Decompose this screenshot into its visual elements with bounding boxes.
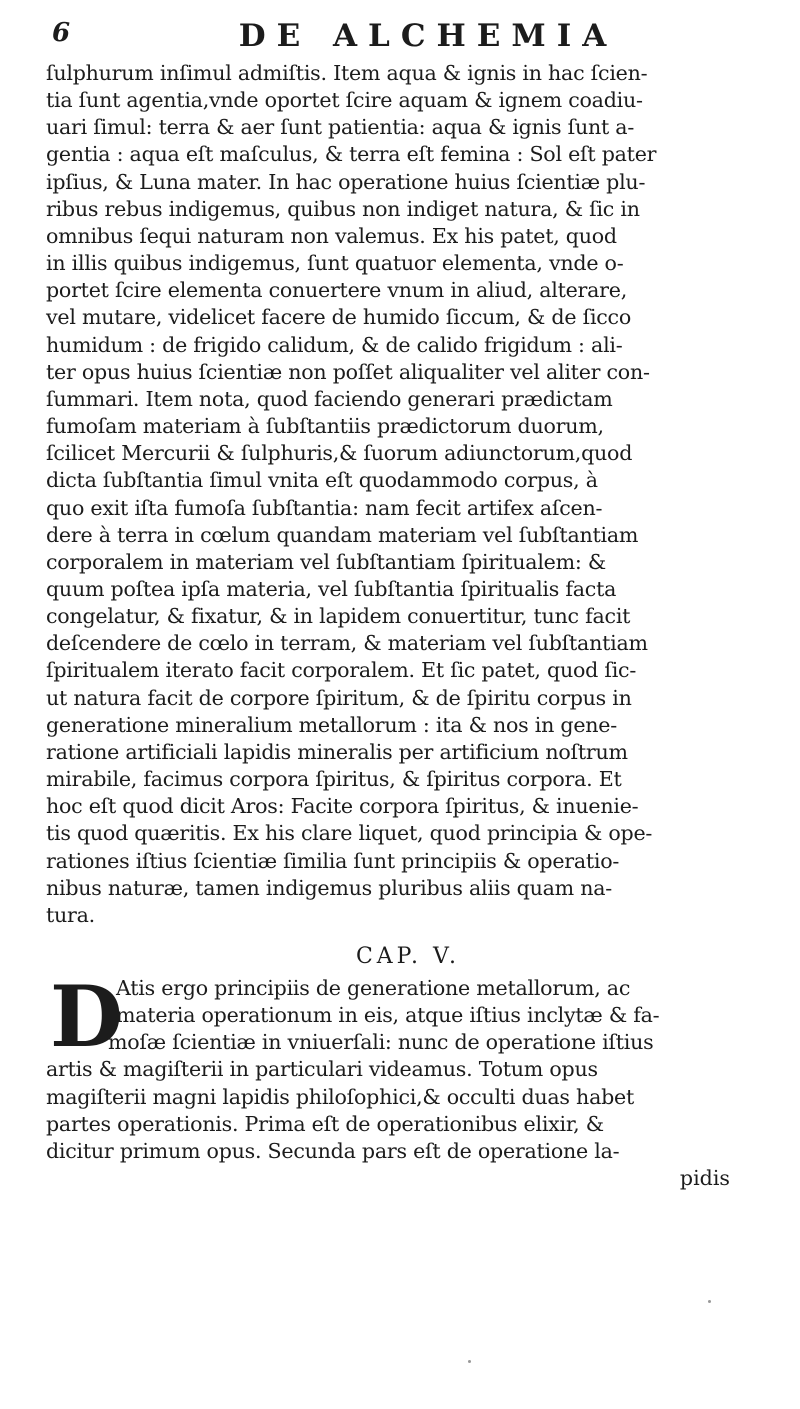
text-line: nibus naturæ, tamen indigemus pluribus aliis quam na- xyxy=(46,875,612,900)
page-header xyxy=(46,18,770,58)
running-title: DE ALCHEMIA xyxy=(238,18,618,54)
text-line: ſummari. Item nota, quod faciendo generari prædictam xyxy=(46,386,613,411)
text-line: vel mutare, videlicet facere de humido ſiccum, & de ſicco xyxy=(46,305,631,330)
chapter-paragraph xyxy=(46,967,770,1165)
text-line: fumoſam materiam à ſubſtantiis prædictorum duorum, xyxy=(46,414,604,439)
text-line: portet ſcire elementa conuertere vnum in aliud, alterare, xyxy=(46,278,627,303)
text-line: tia ſunt agentia,vnde oportet ſcire aquam & ignem coadiu- xyxy=(46,88,643,113)
text-line: ſpiritualem iterato facit corporalem. Et ſic patet, quod ſic- xyxy=(46,658,637,683)
catchword: pidis xyxy=(679,1166,730,1191)
text-line: Atis ergo principiis de generatione metallorum, ac xyxy=(116,976,631,1000)
text-line: artis & magiſterii in particulari videamus. Totum opus xyxy=(46,1057,598,1082)
text-line: moſæ ſcientiæ in vniuerſali: nunc de operatione iſtius xyxy=(108,1030,654,1055)
text-line: omnibus ſequi naturam non valemus. Ex his patet, quod xyxy=(46,223,617,248)
ink-fleck xyxy=(468,1360,471,1363)
text-line: humidum : de frigido calidum, & de calido frigidum : ali- xyxy=(46,332,623,357)
text-line: ut natura facit de corpore ſpiritum, & de ſpiritu corpus in xyxy=(46,685,632,710)
text-line: rationes iſtius ſcientiæ ſimilia ſunt principiis & operatio- xyxy=(46,848,620,873)
text-line: tura. xyxy=(46,902,95,927)
text-line: dicitur primum opus. Secunda pars eſt de operatione la- xyxy=(46,1138,620,1163)
page-number: 6 xyxy=(52,18,71,48)
text-line: uari ſimul: terra & aer ſunt patientia: aqua & ignis ſunt a- xyxy=(46,115,635,140)
text-line: ſcilicet Mercurii & ſulphuris,& ſuorum adiunctorum,quod xyxy=(46,441,633,466)
ink-fleck xyxy=(708,1300,711,1303)
text-line: deſcendere de cœlo in terram, & materiam vel ſubſtantiam xyxy=(46,631,648,656)
text-line: dere à terra in cœlum quandam materiam vel ſubſtantiam xyxy=(46,522,639,547)
text-line: ter opus huius ſcientiæ non poſſet aliqualiter vel aliter con- xyxy=(46,359,650,384)
text-line: dicta ſubſtantia ſimul vnita eſt quodammodo corpus, à xyxy=(46,468,598,493)
chapter-heading: CAP. V. xyxy=(355,944,461,969)
text-line: in illis quibus indigemus, ſunt quatuor elementa, vnde o- xyxy=(46,251,624,276)
text-line: hoc eſt quod dicit Aros: Facite corpora ſpiritus, & inuenie- xyxy=(46,794,639,819)
text-line: congelatur, & fixatur, & in lapidem conuertitur, tunc facit xyxy=(46,604,631,629)
text-line: tis quod quæritis. Ex his clare liquet, quod principia & ope- xyxy=(46,821,653,846)
text-line: quo exit iſta fumoſa ſubſtantia: nam fecit artifex aſcen- xyxy=(46,495,603,520)
text-line: materia operationum in eis, atque iſtius inclytæ & fa- xyxy=(116,1003,660,1028)
text-line: magiſterii magni lapidis philoſophici,& occulti duas habet xyxy=(46,1084,634,1109)
text-line: ribus rebus indigemus, quibus non indiget natura, & ſic in xyxy=(46,196,640,221)
text-line: partes operationis. Prima eſt de operationibus elixir, & xyxy=(46,1111,604,1136)
text-line: corporalem in materiam vel ſubſtantiam ſpiritualem: & xyxy=(46,549,606,574)
text-line: gentia : aqua eſt maſculus, & terra eſt femina : Sol eſt pater xyxy=(46,142,657,167)
text-line: quum poſtea ipſa materia, vel ſubſtantia ſpiritualis facta xyxy=(46,576,617,601)
drop-cap: D xyxy=(50,967,123,1066)
text-line: ipſius, & Luna mater. In hac operatione huius ſcientiæ plu- xyxy=(46,169,646,194)
main-paragraph xyxy=(46,60,770,929)
text-line: mirabile, facimus corpora ſpiritus, & ſpiritus corpora. Et xyxy=(46,767,622,792)
text-line: generatione mineralium metallorum : ita & nos in gene- xyxy=(46,712,617,737)
text-line: ratione artificiali lapidis mineralis per artificium noſtrum xyxy=(46,739,628,764)
text-line: ſulphurum inſimul admiſtis. Item aqua & ignis in hac ſcien- xyxy=(46,61,648,85)
